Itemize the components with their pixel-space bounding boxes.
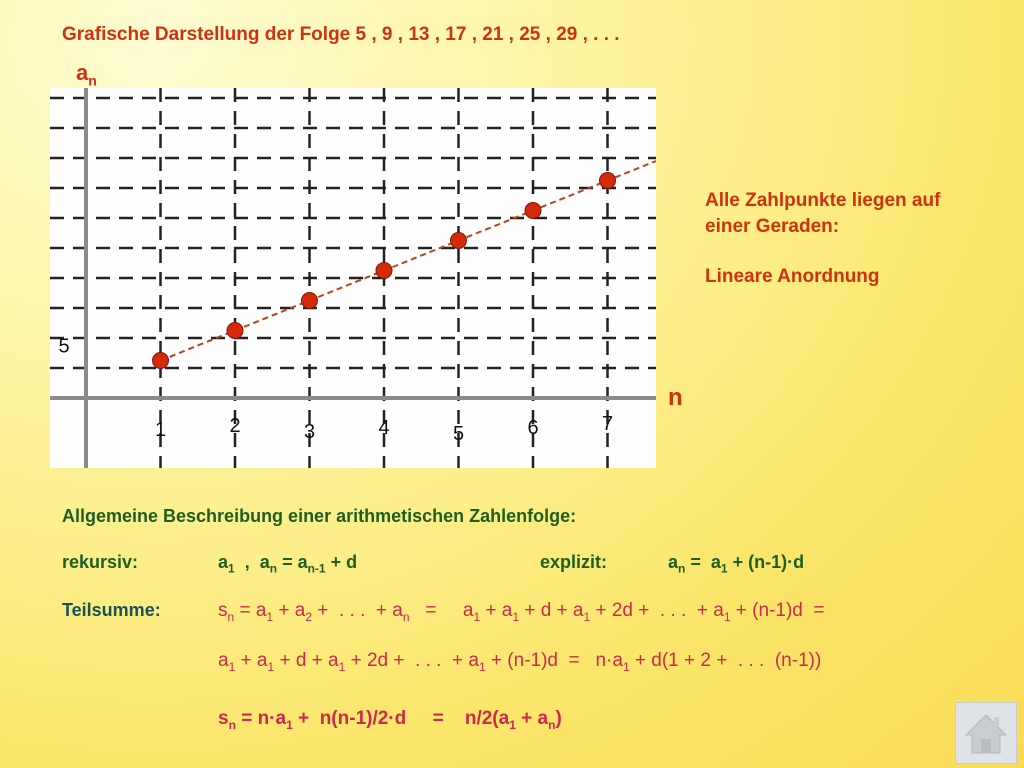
chart-grid: [50, 88, 656, 468]
teilsumme-label: Teilsumme:: [62, 600, 161, 620]
data-point: [227, 323, 243, 339]
x-tick-label: 1: [154, 419, 167, 441]
x-tick-label: 2: [229, 415, 241, 437]
data-point: [600, 173, 616, 189]
rekursiv-formula: $a_1$ , $a_n = a_{n-1} + d$: [218, 552, 358, 576]
rekursiv-label: rekursiv:: [62, 552, 139, 572]
sequence-chart: [50, 88, 656, 468]
x-tick-label: 6: [527, 417, 539, 439]
y-tick-label: 5: [58, 335, 70, 358]
data-point: [153, 353, 169, 369]
y-tick-labels: [58, 336, 69, 358]
teilsumme-formula-3: $s_n = n\cdot a_1 + n(n-1)/2\cdot d$ = $n/2(a_1 + a_n)$: [218, 708, 562, 732]
explizit-label: explizit:: [540, 552, 608, 572]
data-point: [525, 203, 541, 219]
description-heading: Allgemeine Beschreibung einer arithmetischen Zahlenfolge:: [62, 506, 577, 526]
data-point: [376, 263, 392, 279]
explizit-formula: $a_n = a_1 + (n-1)\cdot d$: [668, 552, 805, 576]
y-axis-label: $a_n$: [76, 60, 97, 89]
data-point: [451, 233, 467, 249]
note-linear: Lineare Anordnung: [705, 266, 880, 287]
home-button[interactable]: [955, 702, 1017, 764]
teilsumme-formula-1: $s_n = a_1 + a_2$ + . . . + $a_n$ = $a_1 + a_1 + d + a_1 + 2d$ + . . . + $a_1 + (n-1)d$ =: [218, 600, 825, 624]
x-tick-label: 3: [303, 421, 316, 443]
data-point: [302, 293, 318, 309]
x-tick-label: 5: [452, 423, 465, 445]
x-tick-label: 7: [601, 413, 614, 435]
home-icon: [956, 703, 1016, 763]
teilsumme-formula-2: $a_1 + a_1 + d + a_1 + 2d$ + . . . + $a_1 + (n-1)d = n\cdot a_1 + d(1 + 2$ + . . . (n-1)): [218, 650, 822, 674]
note-points-on-line: Alle Zahlpunkte liegen auf einer Geraden:: [705, 190, 941, 237]
chart-title: Grafische Darstellung der Folge 5 , 9 , 13 , 17 , 21 , 25 , 29 , . . .: [62, 24, 620, 45]
x-tick-label: 4: [378, 417, 390, 439]
x-axis-label: n: [668, 384, 683, 411]
